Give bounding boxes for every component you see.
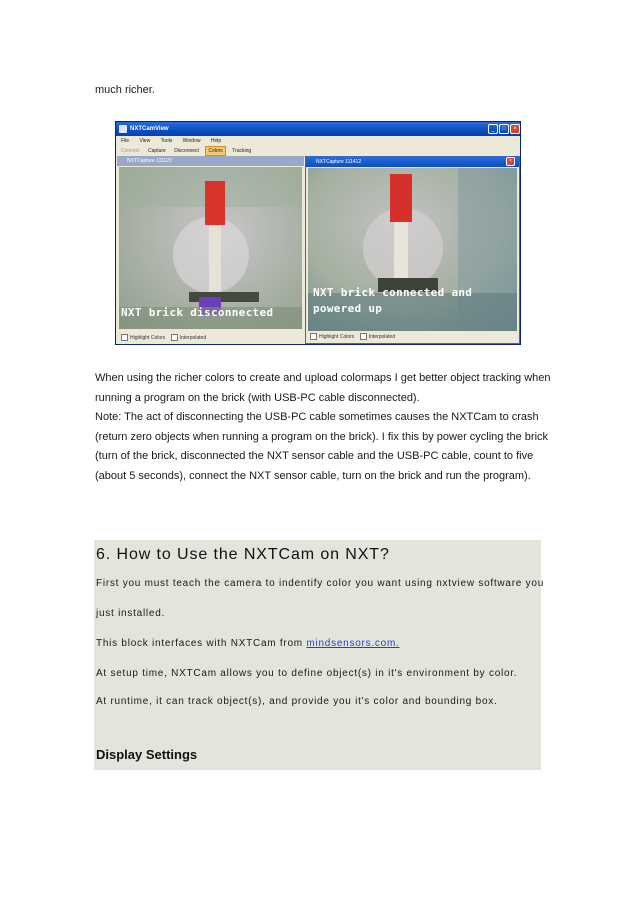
menu-window: Window — [182, 138, 201, 144]
body-line: running a program on the brick (with USB-PC cable disconnected). — [95, 391, 420, 404]
body-line: (return zero objects when running a program on the brick). I fix this by power cycling the brick — [95, 430, 549, 443]
toolbar-tracking: Tracking — [232, 148, 252, 154]
left-highlight-colors: Highlight Colors — [130, 335, 166, 341]
toolbar-connect: Connect — [121, 148, 140, 154]
left-caption: NXT brick disconnected — [121, 306, 274, 319]
right-pane-title — [306, 157, 519, 167]
checkbox-icon — [121, 334, 128, 341]
maximize-icon: □ — [499, 124, 509, 134]
toolbar-capture: Capture — [148, 148, 166, 154]
window-title: NXTCamView — [130, 126, 169, 132]
body-line: When using the richer colors to create and upload colormaps I get better object tracking when — [95, 372, 551, 384]
checkbox-checked-icon — [171, 334, 178, 341]
window-menubar — [116, 136, 520, 146]
body-paragraph — [95, 369, 551, 486]
menu-file: File — [121, 138, 130, 144]
close-icon: × — [510, 124, 520, 134]
checkbox-checked-icon — [360, 333, 367, 340]
window-titlebar — [116, 122, 520, 136]
checkbox-icon — [310, 333, 317, 340]
toolbar-disconnect: Disconnect — [174, 148, 199, 154]
section-para1-line1: First you must teach the camera to indentify color you want using nxtview software you — [96, 578, 545, 589]
left-pane-title-text: NXTCapture 111120 — [127, 158, 172, 164]
body-line: (about 5 seconds), connect the NXT sensor cable, turn on the brick and run the program). — [95, 469, 531, 482]
right-interpolated: Interpolated — [368, 334, 396, 340]
section-box — [94, 540, 545, 770]
left-interpolated: Interpolated — [179, 335, 207, 341]
left-capture-pane — [117, 156, 304, 344]
right-caption-line2: powered up — [313, 302, 383, 315]
right-capture-pane — [305, 156, 520, 344]
body-line: (turn of the brick, disconnected the NXT sensor cable and the USB-PC cable, count to five — [95, 450, 534, 462]
section-para4: At runtime, it can track object(s), and provide you it's color and bounding box. — [96, 696, 498, 707]
section-heading: 6. How to Use the NXTCam on NXT? — [96, 546, 390, 563]
right-highlight-colors: Highlight Colors — [319, 334, 355, 340]
left-pane-title — [117, 156, 304, 166]
section-para3: At setup time, NXTCam allows you to define object(s) in it's environment by color. — [96, 668, 518, 679]
right-camera-image — [308, 168, 517, 331]
right-pane-title-text: NXTCapture 111412 — [316, 159, 362, 165]
nxtcamview-screenshot — [115, 121, 521, 345]
section-para2 — [96, 638, 400, 649]
menu-help: Help — [210, 138, 222, 144]
section-para2-text: This block interfaces with NXTCam from — [96, 638, 307, 649]
app-icon — [119, 125, 127, 133]
right-pane-footer — [306, 331, 519, 343]
intro-text: much richer. — [95, 84, 155, 96]
display-settings-heading: Display Settings — [96, 747, 198, 762]
pane-close-icon: × — [506, 157, 515, 166]
toolbar-colors: Colors — [205, 146, 225, 156]
menu-view: View — [139, 138, 151, 144]
section-para1-line2: just installed. — [96, 608, 166, 619]
menu-tools: Tools — [160, 138, 173, 144]
left-pane-footer — [117, 332, 304, 344]
body-line: Note: The act of disconnecting the USB-PC cable sometimes causes the NXTCam to crash — [95, 411, 539, 423]
left-camera-image — [119, 167, 302, 329]
mindsensors-link[interactable]: mindsensors.com. — [306, 638, 400, 649]
right-caption-line1: NXT brick connected and — [313, 286, 473, 299]
minimize-icon: _ — [488, 124, 498, 134]
